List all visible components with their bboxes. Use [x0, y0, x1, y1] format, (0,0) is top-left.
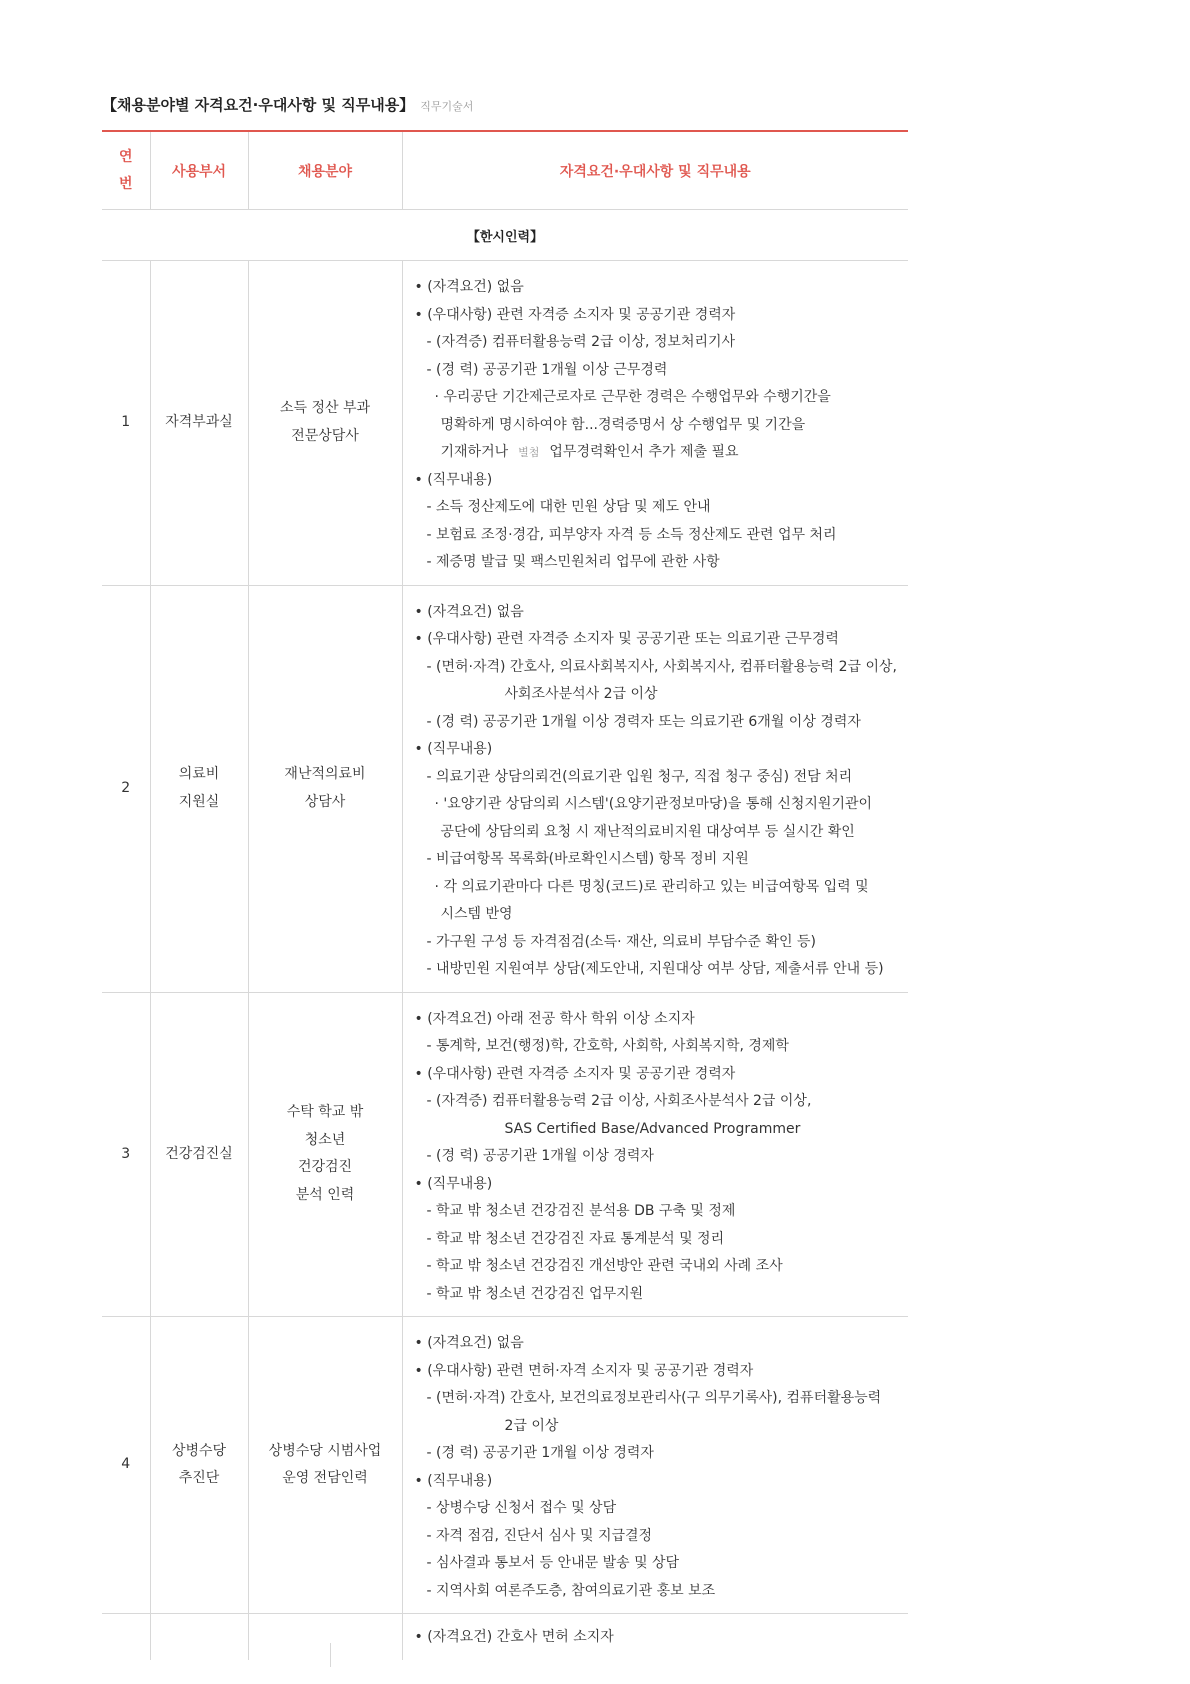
content-text: - 자격 점검, 진단서 심사 및 지급결정 [426, 1527, 653, 1544]
heading-subtitle: 직무기술서 [420, 100, 474, 113]
content-text: 명확하게 명시하여야 함...경력증명서 상 수행업무 및 기간을 [440, 416, 806, 433]
content-line [415, 846, 909, 874]
field-line: 분석 인력 [295, 1186, 355, 1203]
content-line [415, 467, 909, 495]
content-line [415, 494, 909, 522]
content-line [415, 1006, 909, 1034]
content-text: SAS Certified Base/Advanced Programmer [504, 1120, 801, 1137]
header-dept: 사용부서 [150, 131, 248, 210]
content-line: • (자격요건) 간호사 면허 소지자 [414, 1629, 614, 1645]
document-heading [102, 94, 473, 115]
dept-line: 상병수당 [171, 1442, 227, 1459]
dept-line: 건강검진실 [165, 1145, 233, 1162]
field-line: 재난적의료비 [284, 766, 366, 782]
row-field [248, 261, 402, 586]
content-line [415, 791, 909, 819]
content-text: - 비급여항목 목록화(바로확인시스템) 항목 정비 지원 [426, 851, 749, 867]
content-line [415, 1281, 909, 1309]
content-text: - 상병수당 신청서 접수 및 상담 [426, 1500, 617, 1516]
content-text: 사회조사분석사 2급 이상 [504, 686, 658, 702]
content-text: - 학교 밖 청소년 건강검진 자료 통계분석 및 정리 [426, 1230, 725, 1247]
content-line [415, 384, 909, 412]
content-text: 시스템 반영 [440, 906, 513, 922]
field-line: 청소년 [304, 1131, 346, 1148]
section-label: 【한시인력】 [102, 210, 908, 261]
content-line [415, 1116, 909, 1144]
content-text: 기재하거나 [440, 444, 509, 460]
content-text: - (경 력) 공공기관 1개월 이상 경력자 [426, 1445, 654, 1461]
job-table [102, 130, 908, 1660]
content-line [415, 626, 909, 654]
content-line [415, 1385, 909, 1413]
row-number: 3 [102, 992, 150, 1317]
row-field [248, 992, 402, 1317]
field-line: 운영 전담인력 [282, 1470, 368, 1486]
row-dept [150, 1317, 248, 1614]
content-line [415, 549, 909, 577]
content-text: - 심사결과 통보서 등 안내문 발송 및 상담 [426, 1555, 680, 1571]
table-row [102, 585, 908, 992]
content-line [415, 1330, 909, 1358]
header-no-line1: 연 [118, 148, 133, 165]
content-line [415, 1440, 909, 1468]
content-line [415, 764, 909, 792]
content-line [415, 1171, 909, 1199]
content-text: • (우대사항) 관련 면허·자격 소지자 및 공공기관 경력자 [414, 1362, 754, 1379]
content-text: • (우대사항) 관련 자격증 소지자 및 공공기관 경력자 [414, 306, 736, 323]
content-line [415, 522, 909, 550]
header-no [102, 131, 150, 210]
content-line [415, 1550, 909, 1578]
truncated-cell [248, 1614, 402, 1660]
content-line [415, 1495, 909, 1523]
row-content [402, 261, 908, 586]
cell-divider [330, 1643, 331, 1667]
truncated-cell [150, 1614, 248, 1660]
content-text: - (경 력) 공공기관 1개월 이상 근무경력 [426, 361, 668, 378]
content-text: - 제증명 발급 및 팩스민원처리 업무에 관한 사항 [426, 554, 720, 570]
row-field [248, 585, 402, 992]
row-dept [150, 261, 248, 586]
content-line [415, 1143, 909, 1171]
content-line [415, 1226, 909, 1254]
content-text: - 소득 정산제도에 대한 민원 상담 및 제도 안내 [426, 499, 711, 515]
row-field [248, 1317, 402, 1614]
content-line [415, 1198, 909, 1226]
content-line [415, 1088, 909, 1116]
content-text-after: 업무경력확인서 추가 제출 필요 [549, 444, 739, 460]
field-line: 수탁 학교 밖 [286, 1104, 364, 1121]
content-line [415, 1578, 909, 1606]
content-text: · '요양기관 상담의뢰 시스템'(요양기관정보마당)을 통해 신청지원기관이 [434, 796, 873, 812]
content-line [415, 709, 909, 737]
attachment-tag: 별첨 [518, 446, 540, 459]
content-line [415, 681, 909, 709]
content-text: - (자격증) 컴퓨터활용능력 2급 이상, 정보처리기사 [426, 334, 736, 350]
row-dept [150, 585, 248, 992]
content-text: • (자격요건) 없음 [414, 603, 524, 620]
row-number: 4 [102, 1317, 150, 1614]
content-text: • (직무내용) [414, 741, 493, 757]
content-text: - 내방민원 지원여부 상담(제도안내, 지원대상 여부 상담, 제출서류 안내 등) [426, 961, 884, 977]
content-text: • (자격요건) 없음 [414, 1335, 524, 1351]
content-text: - (면허·자격) 간호사, 보건의료정보관리사(구 의무기록사), 컴퓨터활용능력 [426, 1390, 882, 1406]
content-line [415, 329, 909, 357]
content-text: · 우리공단 기간제근로자로 근무한 경력은 수행업무와 수행기간을 [434, 389, 831, 405]
row-content [402, 992, 908, 1317]
row-dept [150, 992, 248, 1317]
content-text: • (직무내용) [414, 1472, 493, 1489]
truncated-cell [102, 1614, 150, 1660]
content-text: - 통계학, 보건(행정)학, 간호학, 사회학, 사회복지학, 경제학 [426, 1038, 789, 1054]
content-line [415, 929, 909, 957]
content-text: • (직무내용) [414, 471, 493, 488]
content-line [415, 874, 909, 902]
table-row [102, 261, 908, 586]
table-row-truncated [102, 1614, 908, 1660]
content-line [415, 1358, 909, 1386]
content-line [415, 302, 909, 330]
row-content [402, 1317, 908, 1614]
content-line [415, 1413, 909, 1441]
row-content [402, 585, 908, 992]
header-no-line2: 번 [118, 175, 133, 192]
field-line: 소득 정산 부과 [279, 400, 371, 417]
content-text: · 각 의료기관마다 다른 명칭(코드)로 관리하고 있는 비급여항목 입력 및 [434, 878, 869, 895]
row-number: 1 [102, 261, 150, 586]
heading-title: 【채용분야별 자격요건·우대사항 및 직무내용】 [102, 96, 415, 114]
content-line [415, 1033, 909, 1061]
content-text: • (우대사항) 관련 자격증 소지자 및 공공기관 경력자 [414, 1065, 736, 1082]
dept-line: 추진단 [178, 1470, 220, 1486]
field-line: 전문상담사 [291, 427, 359, 444]
content-text: • (자격요건) 아래 전공 학사 학위 이상 소지자 [414, 1010, 695, 1027]
content-text: - (경 력) 공공기관 1개월 이상 경력자 또는 의료기관 6개월 이상 경력자 [426, 713, 861, 730]
table-row [102, 992, 908, 1317]
content-line [415, 736, 909, 764]
header-content: 자격요건·우대사항 및 직무내용 [402, 131, 908, 210]
content-text: • (직무내용) [414, 1175, 493, 1192]
content-line [415, 901, 909, 929]
content-line [415, 439, 909, 467]
field-line: 상담사 [304, 793, 346, 810]
content-text: - 의료기관 상담의뢰건(의료기관 입원 청구, 직접 청구 중심) 전담 처리 [426, 768, 853, 785]
content-text: - 지역사회 여론주도층, 참여의료기관 홍보 보조 [426, 1582, 716, 1599]
content-text: - (자격증) 컴퓨터활용능력 2급 이상, 사회조사분석사 2급 이상, [426, 1093, 812, 1109]
content-text: - 가구원 구성 등 자격점검(소득· 재산, 의료비 부담수준 확인 등) [426, 933, 817, 950]
section-row [102, 210, 908, 261]
content-line [415, 599, 909, 627]
content-line [415, 357, 909, 385]
content-text: - 학교 밖 청소년 건강검진 분석용 DB 구축 및 정제 [426, 1203, 736, 1219]
table-row [102, 1317, 908, 1614]
field-line: 건강검진 [297, 1159, 353, 1176]
content-line [415, 412, 909, 440]
content-text: - (경 력) 공공기관 1개월 이상 경력자 [426, 1148, 654, 1164]
content-line [415, 956, 909, 984]
content-text: 공단에 상담의뢰 요청 시 재난적의료비지원 대상여부 등 실시간 확인 [440, 823, 855, 840]
content-text: - 학교 밖 청소년 건강검진 개선방안 관련 국내외 사례 조사 [426, 1258, 783, 1274]
content-text: - (면허·자격) 간호사, 의료사회복지사, 사회복지사, 컴퓨터활용능력 2급 이상, [426, 658, 897, 675]
table-header-row [102, 131, 908, 210]
content-line [415, 819, 909, 847]
content-text: • (우대사항) 관련 자격증 소지자 및 공공기관 또는 의료기관 근무경력 [414, 631, 839, 647]
content-text: - 학교 밖 청소년 건강검진 업무지원 [426, 1285, 644, 1302]
dept-line: 자격부과실 [165, 414, 233, 430]
dept-line: 지원실 [178, 793, 220, 810]
row-number: 2 [102, 585, 150, 992]
content-text: 2급 이상 [504, 1417, 559, 1434]
truncated-content [402, 1614, 908, 1660]
field-line: 상병수당 시범사업 [268, 1442, 382, 1459]
content-line [415, 654, 909, 682]
content-line [415, 1061, 909, 1089]
dept-line: 의료비 [178, 766, 220, 782]
content-line [415, 1468, 909, 1496]
content-line [415, 1253, 909, 1281]
header-field: 채용분야 [248, 131, 402, 210]
content-text: • (자격요건) 없음 [414, 279, 524, 295]
content-text: - 보험료 조정·경감, 피부양자 자격 등 소득 정산제도 관련 업무 처리 [426, 526, 837, 543]
content-line [415, 274, 909, 302]
content-line [415, 1523, 909, 1551]
